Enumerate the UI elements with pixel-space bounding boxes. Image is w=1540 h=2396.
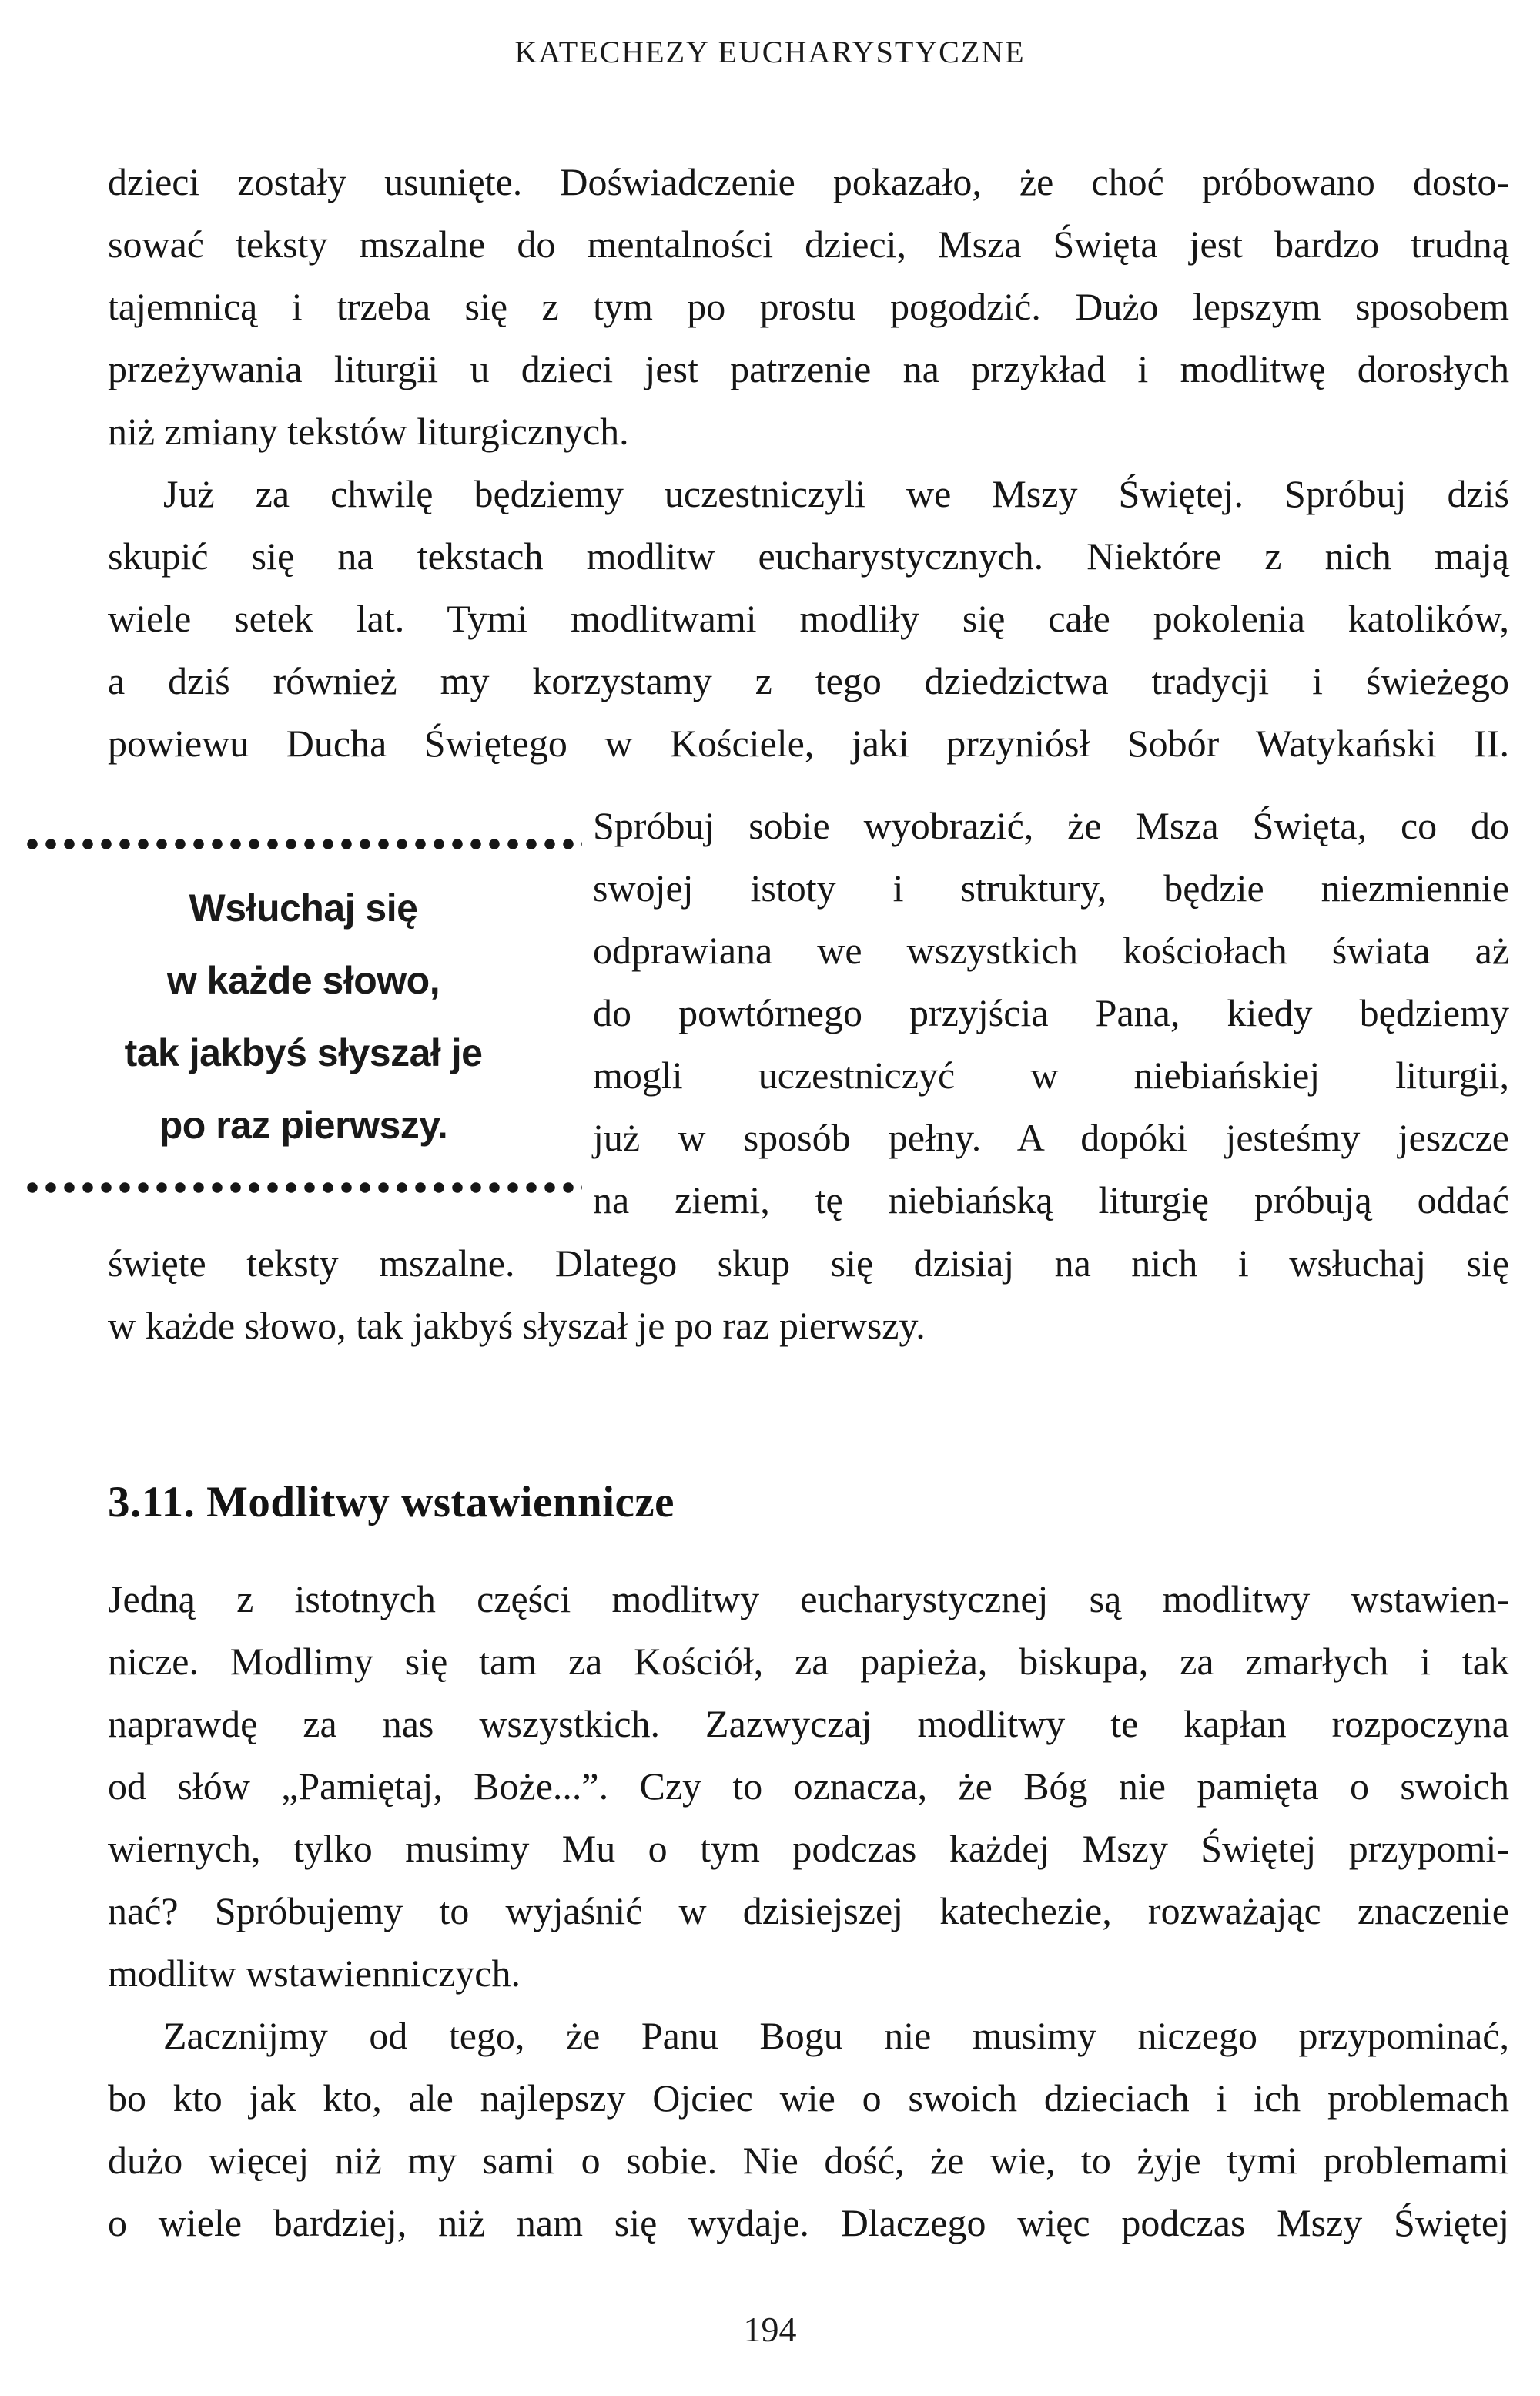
pull-quote xyxy=(25,872,582,1161)
text-line: modlitw wstawienniczych. xyxy=(108,1952,521,1995)
text-line: nać? Spróbujemy to wyjaśnić w dzisiejszej katechezie, rozważając znaczenie xyxy=(108,1889,1509,1932)
section-heading: 3.11. Modlitwy wstawiennicze xyxy=(108,1478,675,1526)
text-line: odprawiana we wszystkich kościołach świata aż xyxy=(593,929,1509,972)
text-line: Spróbuj sobie wyobrazić, że Msza Święta, co do xyxy=(593,804,1509,847)
text-line: Zacznijmy od tego, że Panu Bogu nie musimy niczego przypominać, xyxy=(163,2014,1509,2057)
running-head: KATECHEZY EUCHARYSTYCZNE xyxy=(514,35,1026,69)
text-line: na ziemi, tę niebiańską liturgię próbują oddać xyxy=(593,1178,1509,1221)
dotted-divider-bottom xyxy=(25,1181,582,1194)
dotted-divider-top xyxy=(25,838,582,850)
paragraph-block-continuation xyxy=(108,1232,1509,1357)
text-line: bo kto jak kto, ale najlepszy Ojciec wie o swoich dzieciach i ich problemach xyxy=(108,2076,1509,2120)
text-line: wiele setek lat. Tymi modlitwami modliły się całe pokolenia katolików, xyxy=(108,597,1509,640)
paragraph-block-section xyxy=(108,1568,1509,2254)
text-line: Już za chwilę będziemy uczestniczyli we Mszy Świętej. Spróbuj dziś xyxy=(163,472,1509,515)
text-line: sować teksty mszalne do mentalności dzieci, Msza Święta jest bardzo trudną xyxy=(108,223,1509,266)
text-line: dużo więcej niż my sami o sobie. Nie dość, że wie, to żyje tymi problemami xyxy=(108,2139,1509,2182)
text-line: o wiele bardziej, niż nam się wydaje. Dlaczego więc podczas Mszy Świętej xyxy=(108,2201,1509,2244)
text-line: przeżywania liturgii u dzieci jest patrzenie na przykład i modlitwę dorosłych xyxy=(108,347,1509,390)
text-line: dzieci zostały usunięte. Doświadczenie pokazało, że choć próbowano dosto- xyxy=(108,160,1509,203)
text-line: naprawdę za nas wszystkich. Zazwyczaj modlitwy te kapłan rozpoczyna xyxy=(108,1702,1509,1745)
text-line: mogli uczestniczyć w niebiańskiej liturgii, xyxy=(593,1054,1509,1097)
text-line: nicze. Modlimy się tam za Kościół, za papieża, biskupa, za zmarłych i tak xyxy=(108,1640,1509,1683)
pull-quote-line: w każde słowo, xyxy=(166,959,440,1002)
text-line: powiewu Ducha Świętego w Kościele, jaki przyniósł Sobór Watykański II. xyxy=(108,722,1509,765)
pull-quote-line: po raz pierwszy. xyxy=(159,1104,448,1147)
pull-quote-line: Wsłuchaj się xyxy=(189,886,418,930)
paragraph-block-opening xyxy=(108,151,1509,775)
text-line: od słów „Pamiętaj, Boże...”. Czy to oznacza, że Bóg nie pamięta o swoich xyxy=(108,1764,1509,1808)
page-number: 194 xyxy=(743,2310,797,2349)
text-line: święte teksty mszalne. Dlatego skup się dzisiaj na nich i wsłuchaj się xyxy=(108,1242,1509,1285)
text-line: skupić się na tekstach modlitw eucharystycznych. Niektóre z nich mają xyxy=(108,534,1509,578)
pull-quote-line: tak jakbyś słyszał je xyxy=(124,1031,483,1074)
text-line: niż zmiany tekstów liturgicznych. xyxy=(108,410,629,453)
text-line: wiernych, tylko musimy Mu o tym podczas każdej Mszy Świętej przypomi- xyxy=(108,1827,1509,1870)
text-line: Jedną z istotnych części modlitwy eucharystycznej są modlitwy wstawien- xyxy=(108,1577,1509,1620)
text-line: w każde słowo, tak jakbyś słyszał je po raz pierwszy. xyxy=(108,1304,926,1347)
text-line: a dziś również my korzystamy z tego dziedzictwa tradycji i świeżego xyxy=(108,659,1509,702)
text-line: do powtórnego przyjścia Pana, kiedy będziemy xyxy=(593,991,1509,1034)
text-line: już w sposób pełny. A dopóki jesteśmy jeszcze xyxy=(593,1116,1509,1159)
pull-quote-box xyxy=(25,792,582,1194)
text-line: tajemnicą i trzeba się z tym po prostu pogodzić. Dużo lepszym sposobem xyxy=(108,285,1509,328)
text-line: swojej istoty i struktury, będzie niezmiennie xyxy=(593,866,1509,910)
paragraph-block-wrapped xyxy=(593,795,1509,1232)
